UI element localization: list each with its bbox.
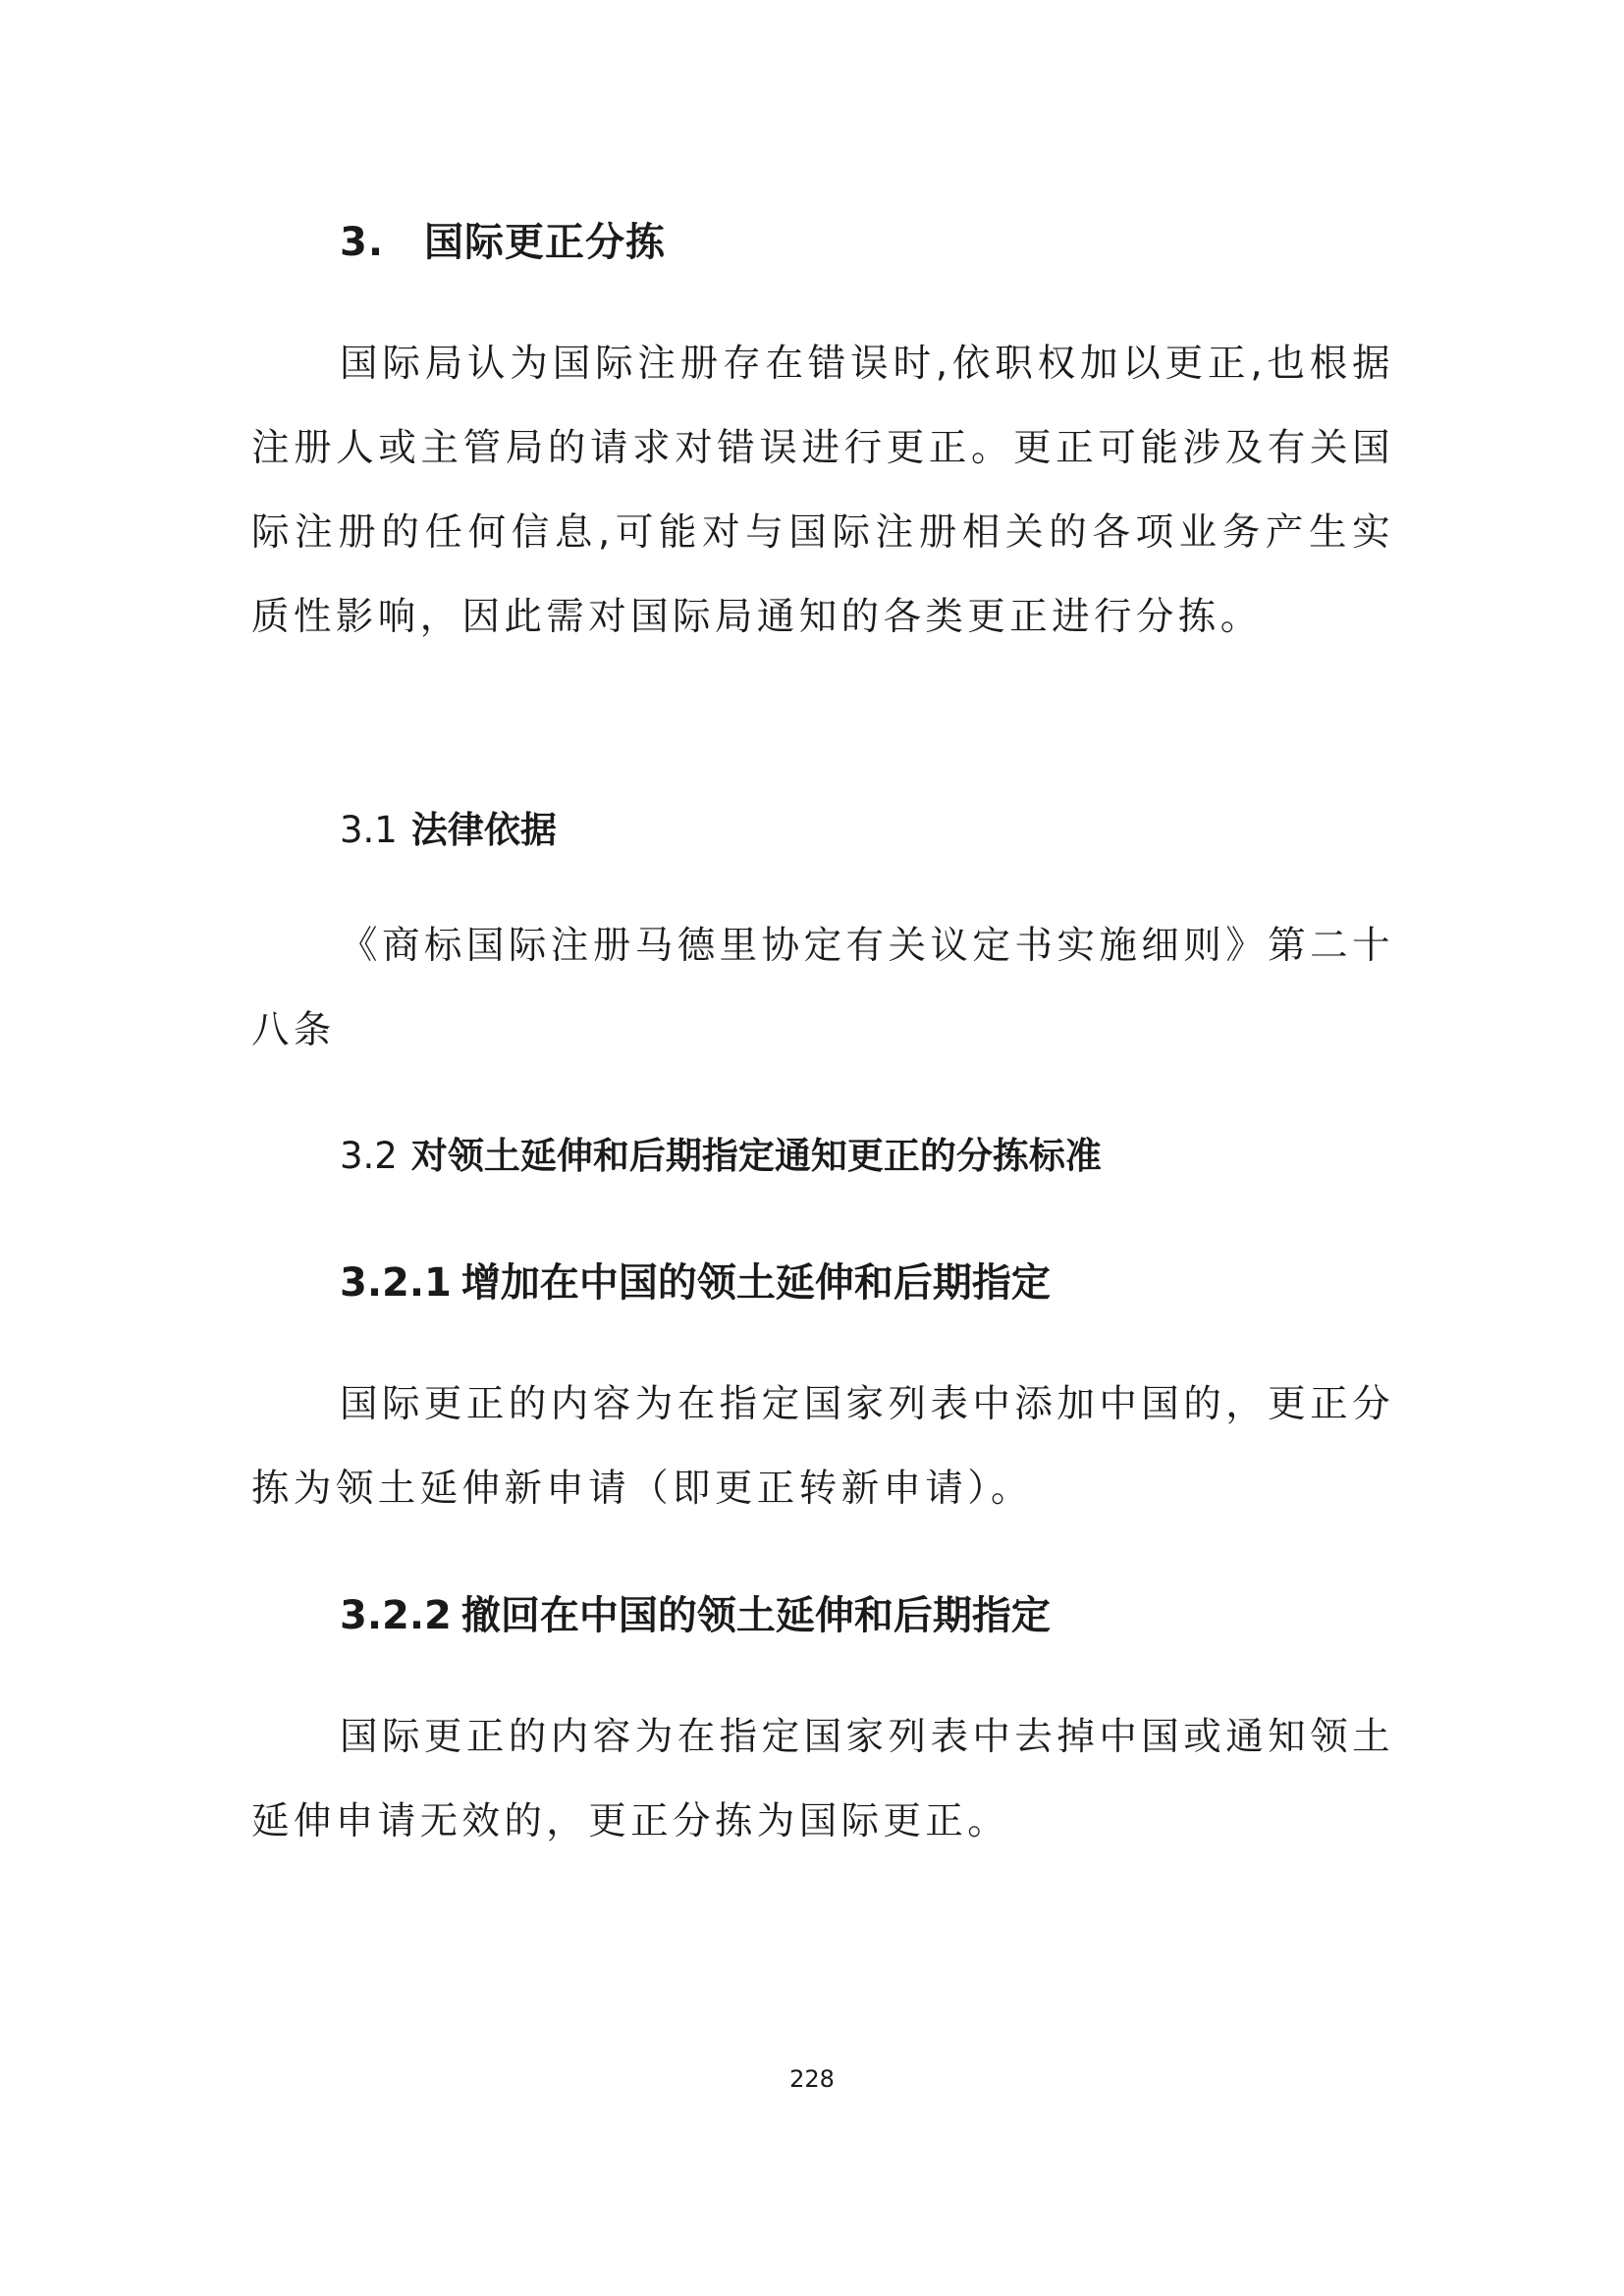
section-3-2-2-heading — [340, 1584, 1051, 1640]
section-3-title: 国际更正分拣 — [424, 220, 666, 265]
section-3-2-title: 对领土延伸和后期指定通知更正的分拣标准 — [410, 1135, 1102, 1177]
section-3-intro-paragraph: 国际局认为国际注册存在错误时,依职权加以更正,也根据注册人或主管局的请求对错误进行更正。更正可能涉及有关国际注册的任何信息,可能对与国际注册相关的各项业务产生实质性影响，因此需对国际局通知的各类更正进行分拣。 — [251, 342, 1394, 639]
section-3-2-1-heading — [340, 1252, 1051, 1308]
section-3-1-title: 法律依据 — [410, 809, 557, 851]
page-number: 228 — [789, 2065, 835, 2093]
section-3-2-1-body-paragraph: 国际更正的内容为在指定国家列表中添加中国的，更正分拣为领土延伸新申请（即更正转新申请）。 — [251, 1382, 1394, 1511]
section-3-1-body-paragraph: 《商标国际注册马德里协定有关议定书实施细则》第二十八条 — [251, 924, 1394, 1052]
section-3-2-heading — [340, 1126, 1102, 1179]
section-3-2-1-title: 增加在中国的领土延伸和后期指定 — [460, 1260, 1051, 1306]
section-3-2-1-number: 3.2.1 — [340, 1260, 452, 1306]
section-3-2-2-number: 3.2.2 — [340, 1593, 452, 1638]
section-3-number: 3. — [340, 220, 385, 265]
section-3-1-heading — [340, 800, 557, 853]
section-3-2-2-body-paragraph: 国际更正的内容为在指定国家列表中去掉中国或通知领土延伸申请无效的，更正分拣为国际更正。 — [251, 1715, 1394, 1843]
section-3-2-2-title: 撤回在中国的领土延伸和后期指定 — [460, 1593, 1051, 1638]
section-3-1-number: 3.1 — [340, 809, 398, 851]
section-3-2-number: 3.2 — [340, 1135, 398, 1177]
section-3-heading — [340, 211, 666, 267]
